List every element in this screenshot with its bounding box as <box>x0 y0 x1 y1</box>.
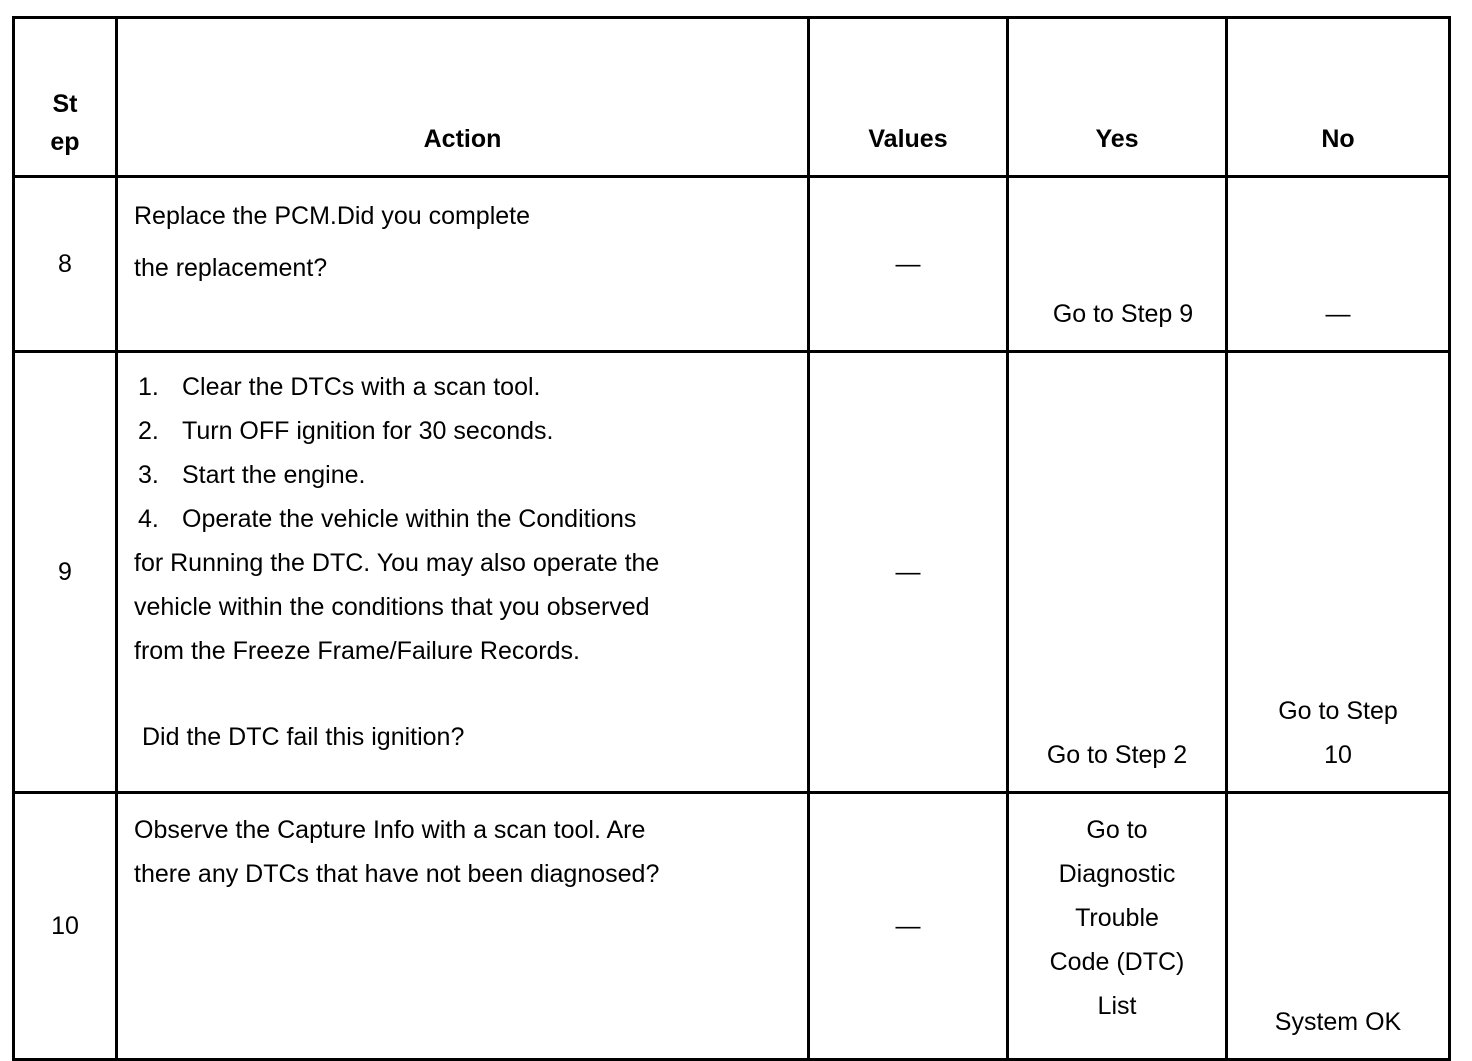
yes-line: Diagnostic <box>1058 860 1176 888</box>
values-cell: — <box>809 793 1008 1060</box>
action-line: Replace the PCM.Did you complete <box>134 202 531 230</box>
yes-cell: Go to Step 9 <box>1008 177 1227 352</box>
yes-line: Go to <box>1086 816 1148 844</box>
header-step-line1: St <box>52 90 78 118</box>
list-item-number: 4. <box>138 505 159 533</box>
spacer <box>134 673 797 715</box>
action-line: Observe the Capture Info with a scan tool. Are <box>134 816 646 844</box>
list-item <box>134 365 797 409</box>
list-item-text: Start the engine. <box>182 461 366 489</box>
action-cell <box>117 177 809 352</box>
yes-line: Trouble <box>1075 904 1159 932</box>
table-row-step-9 <box>14 352 1450 793</box>
no-cell: System OK <box>1227 793 1450 1060</box>
no-cell: — <box>1227 177 1450 352</box>
list-item <box>134 497 797 541</box>
values-cell: — <box>809 352 1008 793</box>
action-cell <box>117 793 809 1060</box>
step-number: 10 <box>14 793 117 1060</box>
yes-line: List <box>1097 992 1137 1020</box>
header-values: Values <box>809 18 1008 177</box>
header-no: No <box>1227 18 1450 177</box>
no-cell <box>1227 352 1450 793</box>
list-item-number: 2. <box>138 417 159 445</box>
action-steps-list <box>134 365 797 541</box>
table-row-step-8 <box>14 177 1450 352</box>
step-number: 9 <box>14 352 117 793</box>
list-item-number: 1. <box>138 373 159 401</box>
action-cell <box>117 352 809 793</box>
continuation-line: vehicle within the conditions that you observed <box>134 593 650 621</box>
list-item-text: Operate the vehicle within the Conditions <box>182 505 637 533</box>
list-item-text: Clear the DTCs with a scan tool. <box>182 373 541 401</box>
diagnostic-table <box>12 16 1451 1061</box>
header-action: Action <box>117 18 809 177</box>
continuation-line: for Running the DTC. You may also operate the <box>134 549 660 577</box>
values-cell: — <box>809 177 1008 352</box>
list-item-number: 3. <box>138 461 159 489</box>
header-step-line2: ep <box>50 128 80 156</box>
list-item <box>134 453 797 497</box>
header-step <box>14 18 117 177</box>
step-number: 8 <box>14 177 117 352</box>
list-item <box>134 409 797 453</box>
yes-line: Code (DTC) <box>1049 948 1185 976</box>
action-line: the replacement? <box>134 254 328 282</box>
header-yes: Yes <box>1008 18 1227 177</box>
continuation-line: from the Freeze Frame/Failure Records. <box>134 637 580 665</box>
list-item-text: Turn OFF ignition for 30 seconds. <box>182 417 554 445</box>
action-line: there any DTCs that have not been diagnosed? <box>134 860 660 888</box>
no-line: 10 <box>1324 741 1352 769</box>
question-line: Did the DTC fail this ignition? <box>142 723 465 751</box>
no-line: Go to Step <box>1278 697 1398 725</box>
yes-cell <box>1008 793 1227 1060</box>
table-row-step-10 <box>14 793 1450 1060</box>
yes-cell: Go to Step 2 <box>1008 352 1227 793</box>
header-row <box>14 18 1450 177</box>
